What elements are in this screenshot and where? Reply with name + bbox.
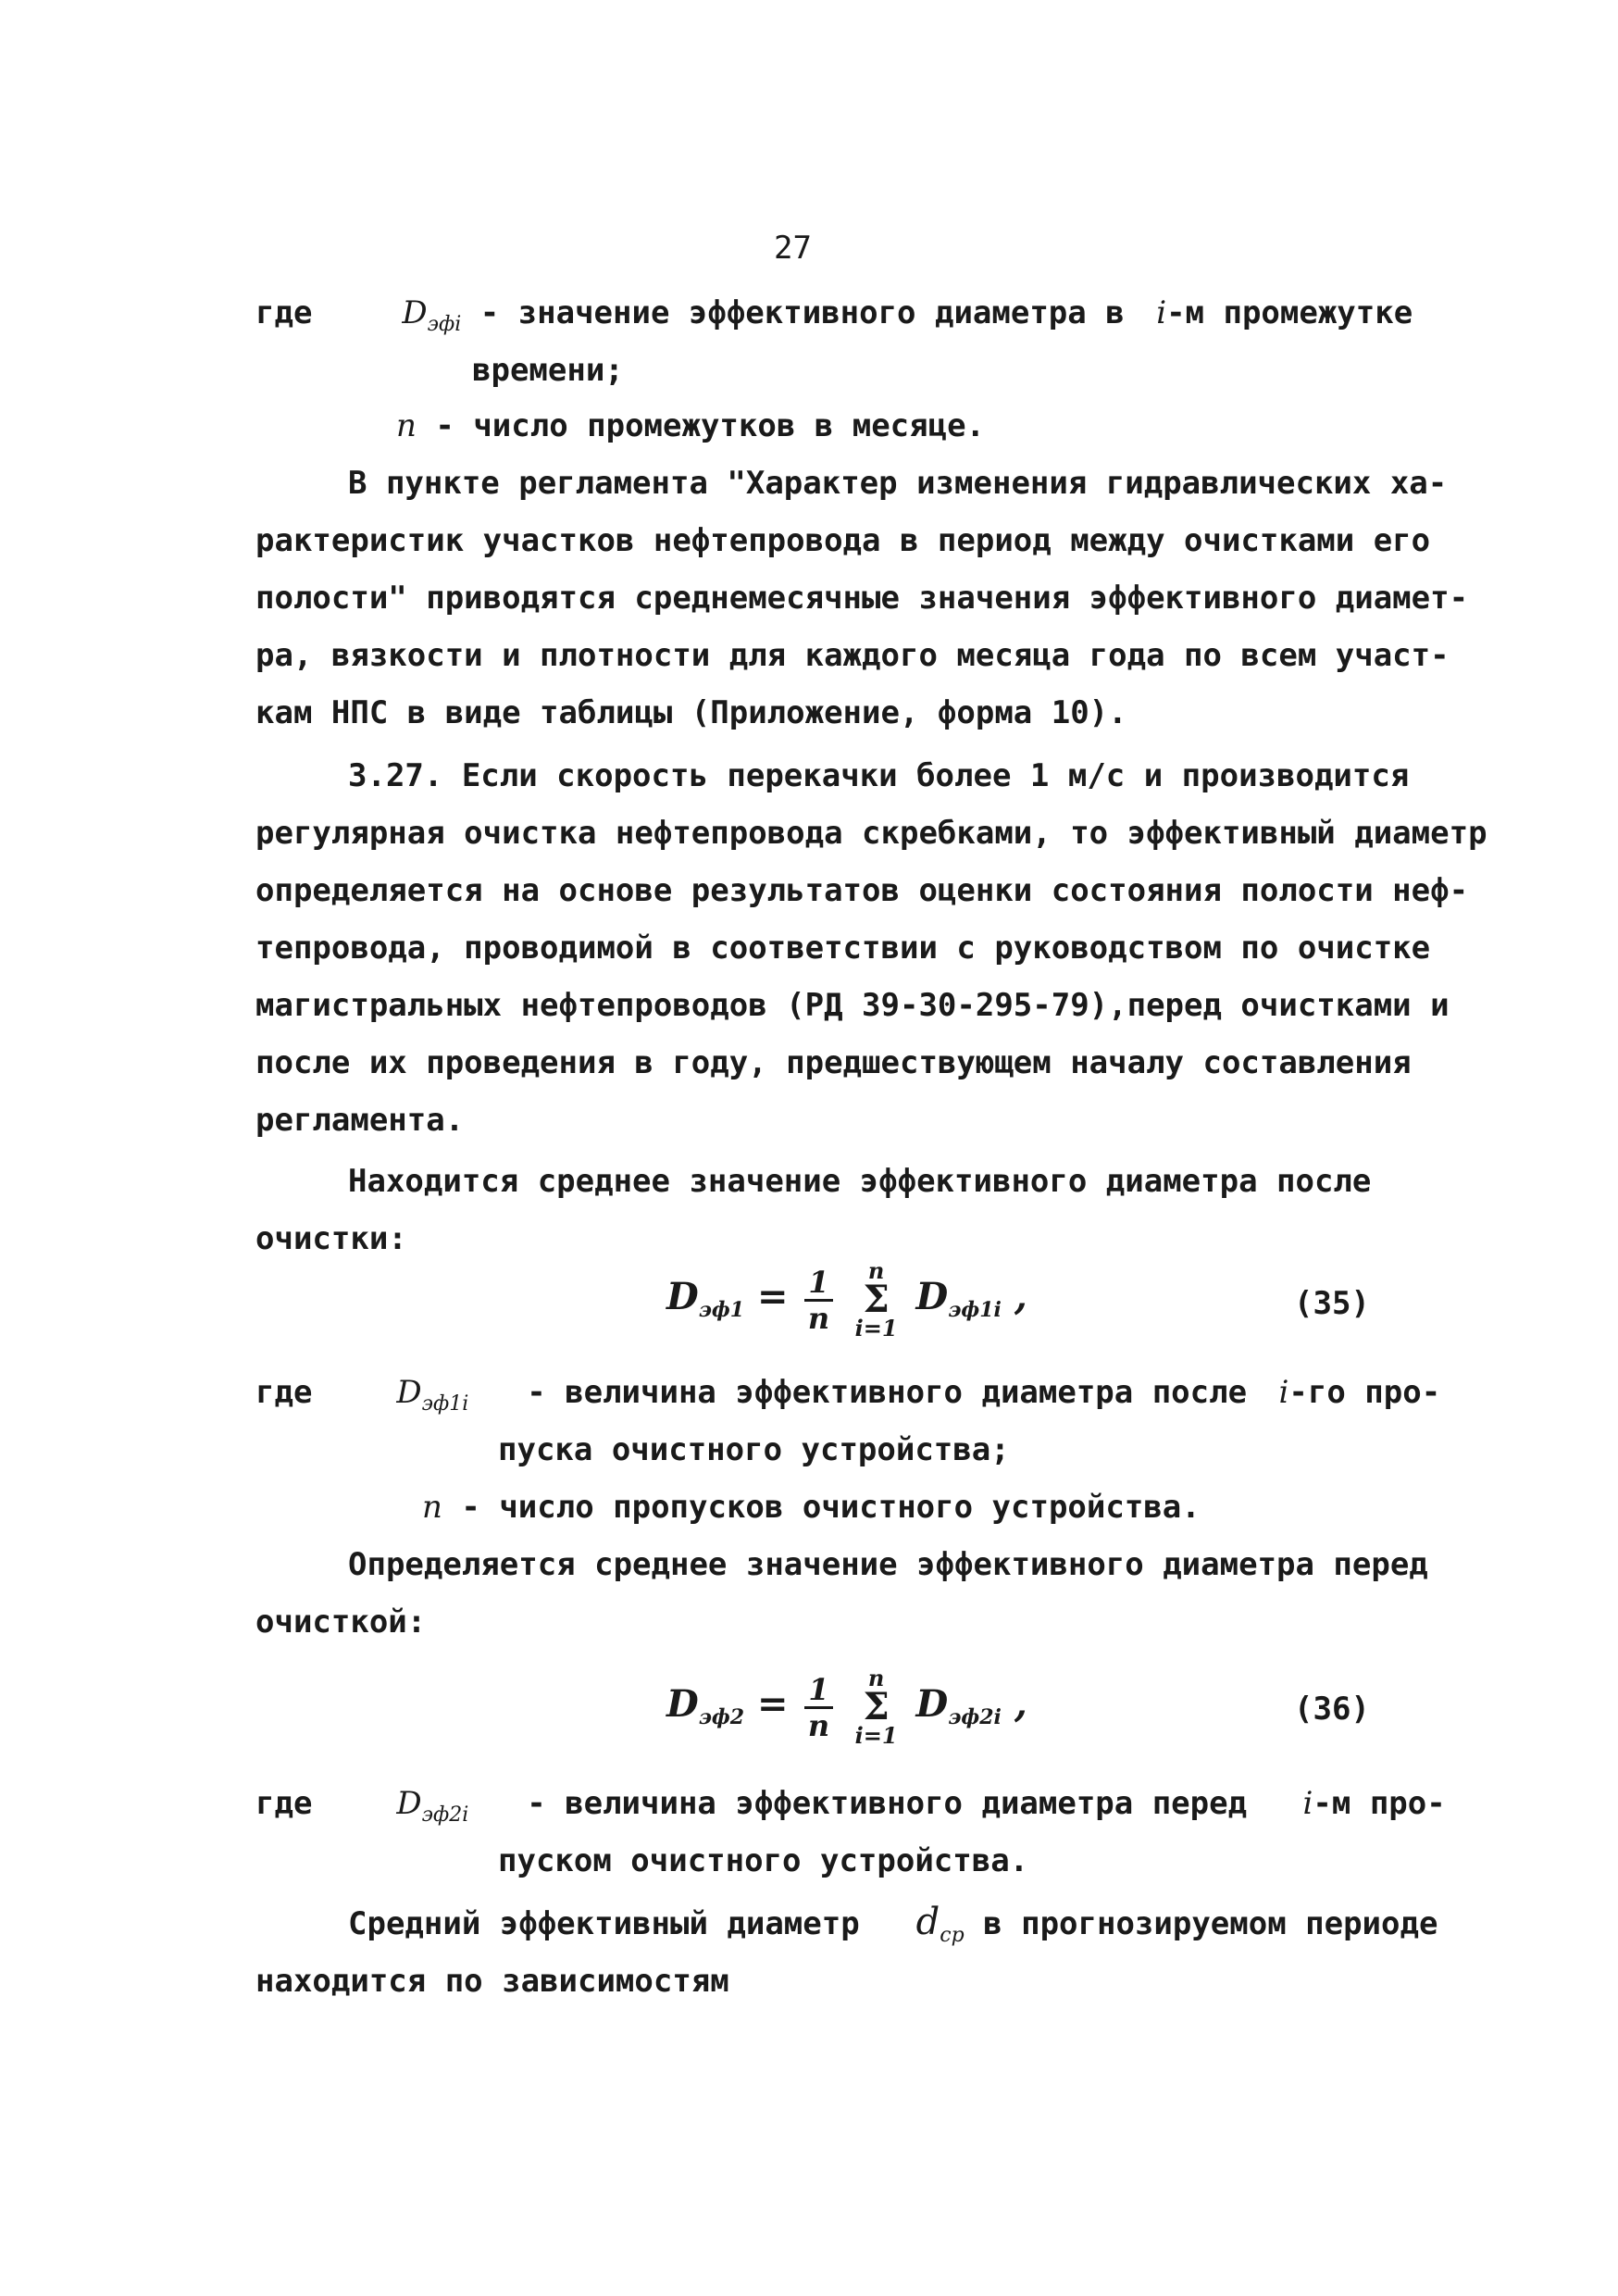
paragraph-line: ра, вязкости и плотности для каждого месяца года по всем участ- <box>255 637 1450 674</box>
sum-symbol: n Σ i=1 <box>854 1665 898 1749</box>
sum-symbol: n Σ i=1 <box>854 1257 898 1341</box>
paragraph-line: после их проведения в году, предшествующем началу составления <box>255 1044 1412 1081</box>
symbol-i: i <box>1156 294 1167 331</box>
where-word: где <box>255 294 313 331</box>
where-word: где <box>255 1374 313 1411</box>
paragraph-line: находится по зависимостям <box>255 1963 729 2000</box>
symbol-i: i <box>1278 1374 1289 1411</box>
paragraph-line: Находится среднее значение эффективного диаметра после <box>348 1163 1372 1200</box>
definition-n-text: - число промежутков в месяце. <box>435 407 986 444</box>
fraction: $\frac{1}{n}$ <box>804 1266 832 1335</box>
symbol-d-sr: $d_{ср}$ <box>915 1901 965 1947</box>
definition-line-cont: пуска очистного устройства; <box>498 1431 1010 1468</box>
paragraph-line: очисткой: <box>255 1603 427 1641</box>
paragraph-line: кам НПС в виде таблицы (Приложение, форма 10). <box>255 694 1127 731</box>
definition-text: - величина эффективного диаметра перед <box>527 1785 1248 1822</box>
paragraph-line: рактеристик участков нефтепровода в период между очистками его <box>255 522 1431 559</box>
paragraph-line: полости" приводятся среднемесячные значения эффективного диамет- <box>255 580 1469 617</box>
definition-text-rest: -го про- <box>1288 1374 1441 1411</box>
paragraph-line: Определяется среднее значение эффективного диаметра перед <box>348 1546 1428 1583</box>
page-number: 27 <box>774 230 812 267</box>
definition-text: - величина эффективного диаметра после <box>527 1374 1248 1411</box>
symbol-d-ef2i: $D_{эф2i}$ <box>396 1785 469 1827</box>
definition-line-cont: времени; <box>472 352 624 389</box>
definition-line <box>255 1785 1446 1834</box>
formula-35: $D_{эф1}$ = $\frac{1}{n}$ n Σ i=1 $D_{эф1i}$ , <box>666 1257 1027 1341</box>
definition-text-rest: -м про- <box>1313 1785 1446 1822</box>
symbol-d-ef1i: $D_{эф1i}$ <box>396 1374 469 1416</box>
paragraph-line: В пункте регламента "Характер изменения гидравлических ха- <box>348 465 1448 502</box>
formula-36: $D_{эф2}$ = $\frac{1}{n}$ n Σ i=1 $D_{эф2i}$ , <box>666 1665 1027 1749</box>
paragraph-line: Средний эффективный диаметр $d_{ср}$ в прогнозируемом периоде <box>348 1901 1438 1947</box>
definition-n-line <box>422 1489 1201 1526</box>
fraction: $\frac{1}{n}$ <box>804 1673 832 1742</box>
definition-line <box>255 294 1413 343</box>
definition-n-text: - число пропусков очистного устройства. <box>461 1489 1201 1526</box>
where-word: где <box>255 1785 313 1822</box>
equation-number-36: (36) <box>1294 1691 1370 1728</box>
paragraph-line: тепровода, проводимой в соответствии с руководством по очистке <box>255 930 1431 967</box>
paragraph-line: 3.27. Если скорость перекачки более 1 м/с и производится <box>348 757 1410 794</box>
definition-line-cont: пуском очистного устройства. <box>498 1842 1029 1879</box>
symbol-i: i <box>1302 1785 1313 1822</box>
symbol-d-ef-i: $D_{эфi}$ <box>402 294 462 336</box>
paragraph-line: регламента. <box>255 1102 465 1139</box>
paragraph-line: определяется на основе результатов оценки состояния полости неф- <box>255 872 1469 909</box>
definition-line <box>255 1374 1440 1423</box>
definition-text-rest: -м промежутке <box>1166 294 1413 331</box>
paragraph-line: очистки: <box>255 1220 407 1257</box>
paragraph-line: магистральных нефтепроводов (РД 39-30-295-79),перед очистками и <box>255 987 1450 1024</box>
symbol-n: n <box>396 407 417 444</box>
definition-n-line <box>396 407 985 444</box>
equation-number-35: (35) <box>1294 1285 1370 1322</box>
paragraph-line: регулярная очистка нефтепровода скребками, то эффективный диаметр <box>255 815 1487 852</box>
symbol-n: n <box>422 1489 442 1526</box>
definition-text: - значение эффективного диаметра в <box>479 294 1125 331</box>
